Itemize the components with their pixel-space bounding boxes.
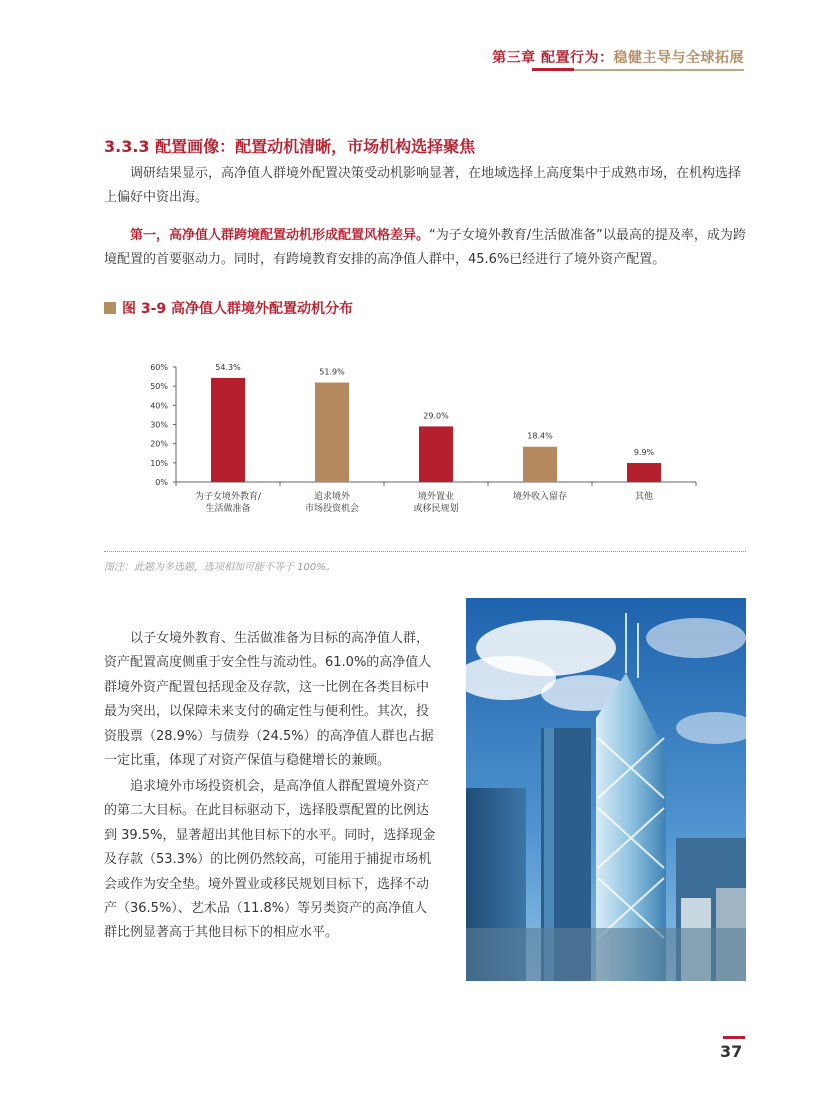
bar-value-label: 29.0% <box>423 411 449 421</box>
section-title: 3.3.3 配置画像：配置动机清晰，市场机构选择聚焦 <box>104 137 476 156</box>
chapter-subtitle: 稳健主导与全球拓展 <box>613 50 744 66</box>
y-tick-label: 30% <box>150 420 168 430</box>
y-tick-label: 60% <box>150 363 168 372</box>
bar-value-label: 18.4% <box>527 431 553 441</box>
motivation-bar-chart <box>140 355 720 525</box>
bar-value-label: 51.9% <box>319 367 345 377</box>
intro-paragraph: 调研结果显示，高净值人群境外配置决策受动机影响显著，在地域选择上高度集中于成熟市场，在机构选择上偏好中资出海。 <box>104 166 742 205</box>
y-tick-label: 40% <box>150 401 168 411</box>
bar <box>419 426 453 482</box>
category-label: 市场投资机会 <box>304 504 360 514</box>
category-label: 为子女境外教育/ <box>194 492 262 502</box>
chapter-label: 第三章 配置行为： <box>492 50 614 66</box>
figure-title-text: 图 3-9 高净值人群境外配置动机分布 <box>122 301 354 317</box>
figure-note: 图注：此题为多选题，选项相加可能不等于 100%。 <box>104 562 336 573</box>
page-number: 37 <box>720 1042 743 1061</box>
category-label: 境外置业 <box>417 492 455 502</box>
bar-value-label: 9.9% <box>633 448 655 458</box>
y-tick-label: 20% <box>150 439 168 449</box>
header-rule-red <box>532 68 574 71</box>
bar <box>315 383 349 482</box>
category-label: 追求境外 <box>313 492 351 502</box>
investment-paragraph: 追求境外市场投资机会，是高净值人群配置境外资产的第二大目标。在此目标驱动下，选择股票配置的比例达到 39.5%，显著超出其他目标下的水平。同时，选择现金及存款（53.3%）的比例仍然较高，可能用于捕捉市场机会或作为安全垫。境外置业或移民规划目标下，选择不动产（36.5%）、艺术品（11.8%）等另类资产的高净值人群比例显著高于其他目标下的相应水平。 <box>104 779 436 941</box>
figure-square-icon <box>104 302 116 314</box>
header-rule-gold <box>574 69 744 71</box>
y-tick-label: 10% <box>150 458 168 468</box>
bar <box>211 378 245 482</box>
first-point-body: “为子女境外教育/生活做准备”以最高的提及率，成为跨境配置的首要驱动力。同时，有跨境教育安排的高净值人群中，45.6%已经进行了境外资产配置。 <box>104 228 746 267</box>
chapter-header <box>492 47 744 67</box>
y-tick-label: 0% <box>155 478 168 487</box>
bar <box>627 463 661 482</box>
figure-divider <box>104 551 746 552</box>
first-point-lead: 第一，高净值人群跨境配置动机形成配置风格差异。 <box>130 228 430 243</box>
bar <box>523 447 557 482</box>
category-label: 或移民规划 <box>413 504 459 514</box>
hong-kong-skyline-photo <box>466 598 746 981</box>
y-tick-label: 50% <box>150 382 168 392</box>
bar-value-label: 54.3% <box>215 362 241 372</box>
category-label: 其他 <box>634 492 654 502</box>
category-label: 境外收入留存 <box>512 492 568 502</box>
figure-title <box>104 298 353 318</box>
education-paragraph: 以子女境外教育、生活做准备为目标的高净值人群，资产配置高度侧重于安全性与流动性。61.0%的高净值人群境外资产配置包括现金及存款，这一比例在各类目标中最为突出，以保障未来支付的确定性与便利性。其次，投资股票（28.9%）与债券（24.5%）的高净值人群也占据一定比重，体现了对资产保值与稳健增长的兼顾。 <box>104 631 434 769</box>
first-point-paragraph <box>104 224 748 272</box>
page-number-rule <box>723 1036 745 1039</box>
category-label: 生活做准备 <box>205 504 251 514</box>
